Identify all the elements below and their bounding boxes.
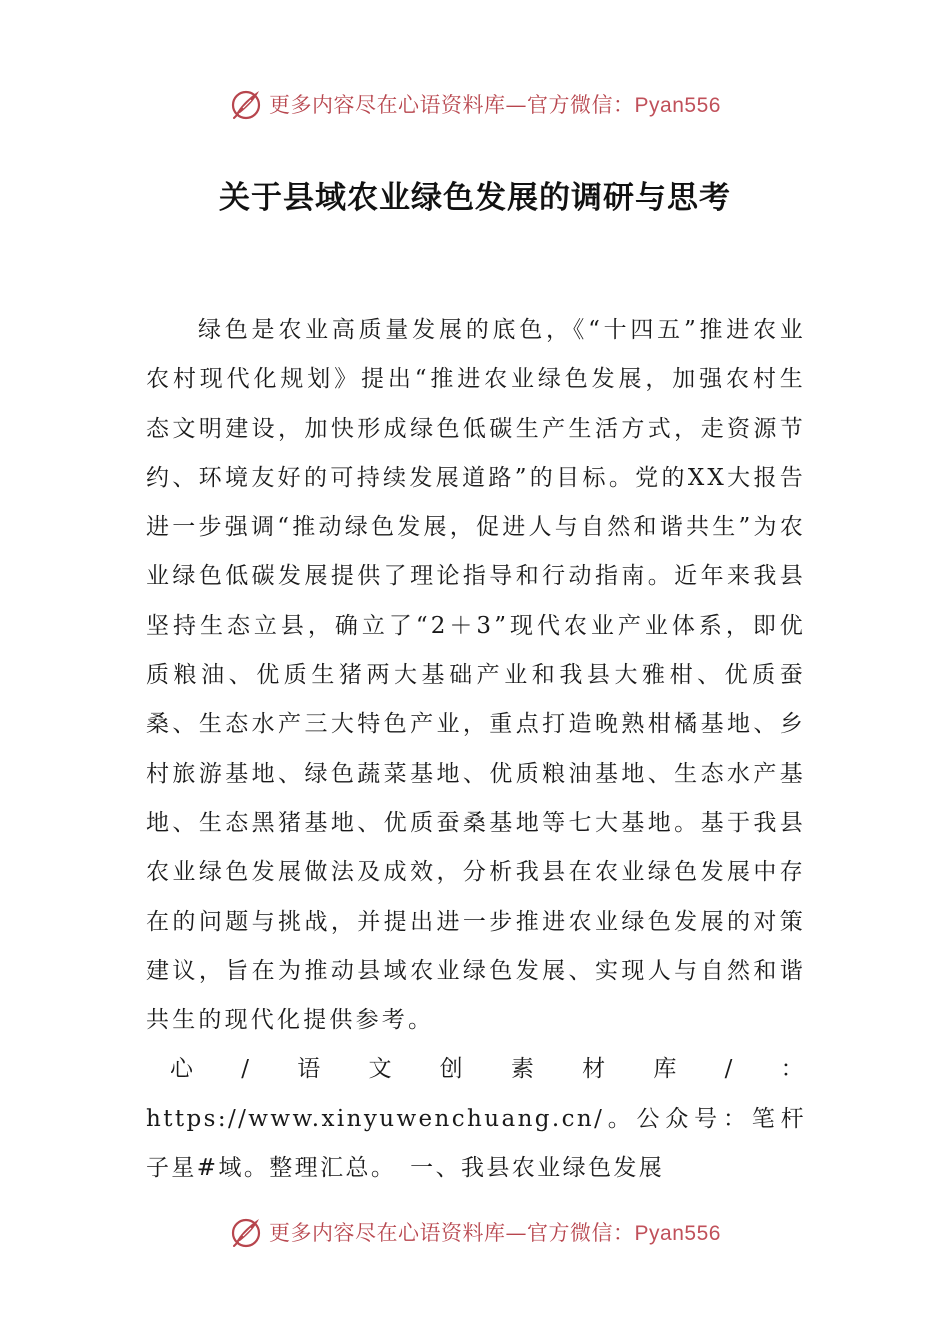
- document-title: 关于县域农业绿色发展的调研与思考: [219, 180, 731, 216]
- banner-text: 更多内容尽在心语资料库—官方微信：Pyan556: [269, 1221, 721, 1245]
- body-paragraph-intro: 绿色是农业高质量发展的底色，《“十四五”推进农业农村现代化规划》提出“推进农业绿色发展，加强农村生态文明建设，加快形成绿色低碳生产生活方式，走资源节约、环境友好的可持续发展道路”的目标。党的XX大报告进一步强调“推动绿色发展，促进人与自然和谐共生”为农业绿色低碳发展提供了理论指导和行动指南。近年来我县坚持生态立县，确立了“2＋3”现代农业产业体系，即优质粮油、优质生猪两大基础产业和我县大雅柑、优质蚕桑、生态水产三大特色产业，重点打造晚熟柑橘基地、乡村旅游基地、绿色蔬菜基地、优质粮油基地、生态水产基地、生态黑猪基地、优质蚕桑基地等七大基地。基于我县农业绿色发展做法及成效，分析我县在农业绿色发展中存在的问题与挑战，并提出进一步推进农业绿色发展的对策建议，旨在为推动县域农业绿色发展、实现人与自然和谐共生的现代化提供参考。: [146, 317, 806, 1034]
- wechat-handle: Pyan556: [634, 1222, 721, 1245]
- wechat-handle: Pyan556: [634, 94, 721, 117]
- quill-logo-icon: [229, 1215, 263, 1249]
- footer-banner: [0, 1212, 950, 1252]
- document-body: [146, 306, 806, 1193]
- quill-logo-icon: [229, 87, 263, 121]
- header-banner: [0, 84, 950, 124]
- body-paragraph-source: 心/语文创素材库/：https://www.xinyuwenchuang.cn/。公众号：笔杆子星#域。整理汇总。 一、我县农业绿色发展: [146, 1056, 806, 1182]
- banner-text: 更多内容尽在心语资料库—官方微信：Pyan556: [269, 93, 721, 117]
